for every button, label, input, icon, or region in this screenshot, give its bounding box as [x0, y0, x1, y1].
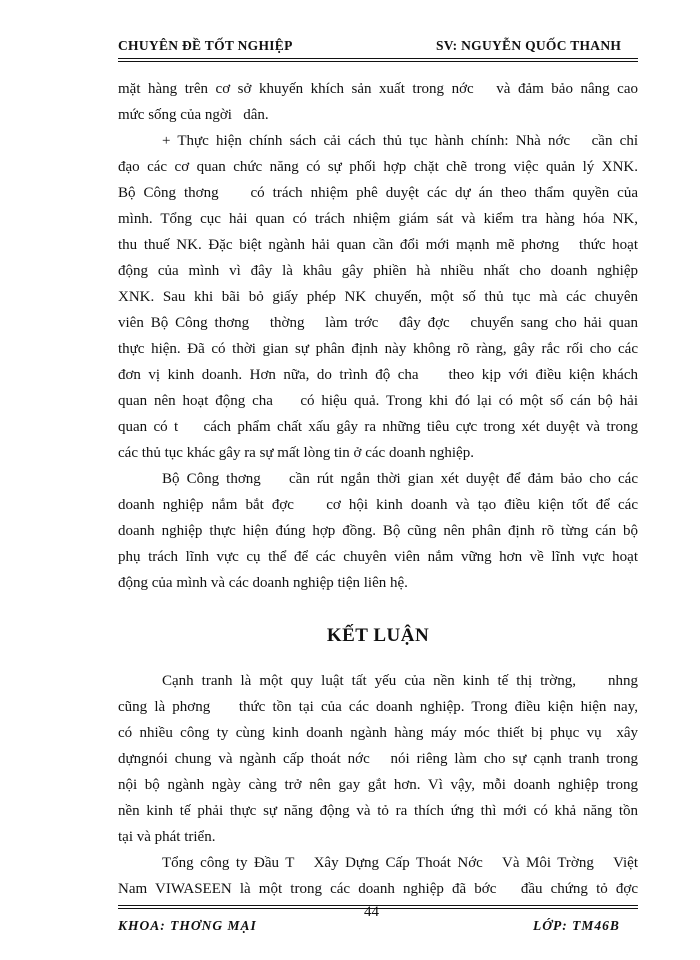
text-line: phụ trách lĩnh vực cụ thể để các chuyên viên nắm vững hơn về lĩnh vực hoạt [118, 549, 638, 565]
text-line: doanh nghiệp nắm bắt đợc cơ hội kinh doanh và tạo điều kiện tốt để các [118, 497, 638, 513]
page-number: 44 [364, 904, 379, 920]
text-line: mặt hàng trên cơ sở khuyến khích sản xuất trong nớc và đảm bảo nâng cao [118, 81, 638, 97]
text-line: + Thực hiện chính sách cải cách thủ tục hành chính: Nhà nớc cần chỉ [162, 133, 638, 149]
paragraph-4 [118, 668, 638, 850]
section-heading: KẾT LUẬN [326, 625, 430, 646]
page-header [118, 38, 638, 60]
text-line: đơn vị kinh doanh. Hơn nữa, do trình độ cha theo kịp với điều kiện khách [118, 367, 638, 383]
header-rule [118, 58, 638, 59]
text-line: quan nên hoạt động cha có hiệu quả. Trong khi đó lại có một số cán bộ hải [118, 393, 638, 409]
text-line: dựngnói chung và ngành cấp thoát nớc nói riêng làm cho sự cạnh tranh trong [118, 751, 638, 767]
footer-faculty: KHOA: THƠNG MẠI [118, 918, 257, 933]
text-line: viên Bộ Công thơng thờng làm trớc đây đợc chuyển sang cho hải quan [118, 315, 638, 331]
text-line: thu thuế NK. Đặc biệt ngành hải quan cần đổi mới mạnh mẽ phơng thức hoạt [118, 237, 638, 253]
text-line: doanh nghiệp thực hiện đúng hợp đồng. Bộ cũng nên phân định rõ từng cán bộ [118, 523, 638, 539]
text-line: tại và phát triển. [118, 829, 216, 845]
text-line: nội bộ ngành ngày càng trở nên gay gắt hơn. Vì vậy, mỗi doanh nghiệp trong [118, 777, 638, 793]
text-line: động của mình và các doanh nghiệp tiện liên hệ. [118, 575, 408, 591]
text-line: Tổng công ty Đầu T Xây Dựng Cấp Thoát Nớc Và Môi Trờng Việt [162, 855, 638, 871]
text-line: thực hiện. Đã có thời gian sự phân định này không rõ ràng, gây rắc rối cho các [118, 341, 638, 357]
text-line: cũng là phơng thức tồn tại của các doanh nghiệp. Trong điều kiện hiện nay, [118, 699, 638, 715]
text-line: đạo các cơ quan chức năng có sự phối hợp chặt chẽ trong việc quản lý XNK. [118, 159, 638, 175]
header-title: CHUYÊN ĐỀ TỐT NGHIỆP [118, 38, 293, 53]
text-line: Bộ Công thơng cần rút ngắn thời gian xét duyệt để đảm bảo cho các [162, 471, 638, 487]
body-text-upper [118, 76, 638, 596]
paragraph-5 [118, 850, 638, 902]
text-line: quan có t cách phẩm chất xấu gây ra những tiêu cực trong xét duyệt và trong [118, 419, 638, 435]
text-line: XNK. Sau khi bãi bỏ giấy phép NK chuyến, một số thủ tục mà các chuyên [118, 289, 638, 305]
footer-class: LỚP: TM46B [533, 918, 620, 933]
text-line: mức sống của ngời dân. [118, 107, 269, 123]
text-line: có nhiều công ty cùng kinh doanh ngành hàng máy móc thiết bị phục vụ xây [118, 725, 638, 741]
header-rule-secondary [118, 61, 638, 62]
text-line: động của mình vì đây là khâu gây phiền hà nhiều nhất cho doanh nghiệp [118, 263, 638, 279]
paragraph-1 [118, 76, 638, 128]
paragraph-2 [118, 128, 638, 466]
text-line: các thủ tục khác gây ra sự mất lòng tin ở các doanh nghiệp. [118, 445, 474, 461]
body-text-lower [118, 668, 638, 902]
text-line: Nam VIWASEEN là một trong các doanh nghiệp đã bớc đầu chứng tỏ đợc [118, 881, 638, 897]
text-line: nền kinh tế phải thực sự năng động và tỏ ra thích ứng thì mới có khả năng tồn [118, 803, 638, 819]
header-author: SV: NGUYỄN QUỐC THANH [436, 38, 622, 53]
text-line: mình. Tổng cục hải quan có trách nhiệm giám sát và kiểm tra hàng hóa NK, [118, 211, 638, 227]
text-line: Cạnh tranh là một quy luật tất yếu của nền kinh tế thị trờng, nhng [162, 673, 638, 689]
paragraph-3 [118, 466, 638, 596]
page-footer [118, 904, 638, 934]
text-line: Bộ Công thơng có trách nhiệm phê duyệt các dự án theo thẩm quyền của [118, 185, 638, 201]
